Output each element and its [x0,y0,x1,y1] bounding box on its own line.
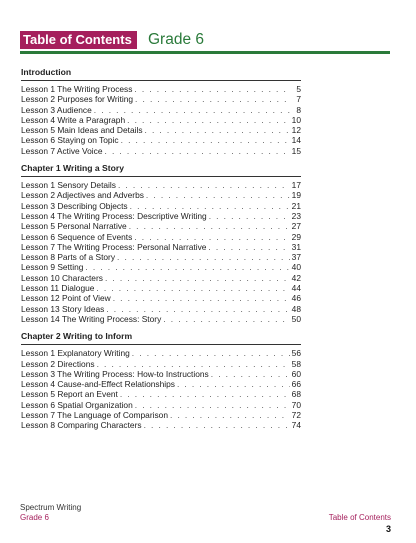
toc-entry [21,211,301,221]
entry-label: Lesson 6 Spatial Organization [21,399,133,410]
entry-page-number: 68 [291,389,301,400]
entry-label: Lesson 1 Sensory Details [21,180,116,191]
toc-entry [21,273,301,283]
dot-leader [146,190,290,200]
grade-label: Grade 6 [148,31,205,48]
entry-page-number: 56 [291,348,301,359]
entry-page-number: 70 [291,399,301,410]
entry-page-number: 44 [291,283,301,294]
entry-page-number: 19 [291,190,301,201]
toc-entry [21,125,301,135]
dot-leader [135,94,290,104]
section-divider [21,176,301,177]
entry-page-number: 46 [291,293,301,304]
toc-entry [21,180,301,190]
section-heading: Chapter 1 Writing a Story [21,163,124,174]
dot-leader [97,359,290,369]
entry-page-number: 27 [291,221,301,232]
dot-leader [96,283,289,293]
toc-entry [21,242,301,252]
dot-leader [208,242,289,252]
toc-title: Table of Contents [20,31,137,49]
toc-entry [21,221,301,231]
header-divider [20,51,390,54]
dot-leader [104,146,289,156]
entry-page-number: 74 [291,420,301,431]
entry-label: Lesson 13 Story Ideas [21,303,105,314]
entry-label: Lesson 3 The Writing Process: How-to Instructions [21,368,209,379]
entry-label: Lesson 2 Adjectives and Adverbs [21,190,144,201]
entry-page-number: 17 [291,180,301,191]
toc-entry [21,400,301,410]
dot-leader [130,201,290,211]
entry-label: Lesson 8 Comparing Characters [21,420,142,431]
footer-left [20,503,81,523]
entry-label: Lesson 4 Write a Paragraph [21,114,126,125]
toc-entry [21,304,301,314]
entry-label: Lesson 2 Directions [21,358,95,369]
toc-entry [21,314,301,324]
entry-label: Lesson 7 The Language of Comparison [21,410,168,421]
section-divider [21,80,301,81]
toc-entry [21,283,301,293]
entry-page-number: 40 [291,262,301,273]
dot-leader [118,180,290,190]
entry-label: Lesson 4 The Writing Process: Descriptive Writing [21,210,207,221]
toc-entry [21,348,301,358]
toc-entry [21,252,301,262]
dot-leader [120,389,290,399]
dot-leader [134,232,289,242]
entry-label: Lesson 3 Describing Objects [21,200,128,211]
entry-label: Lesson 6 Sequence of Events [21,231,133,242]
dot-leader [94,105,290,115]
entry-label: Lesson 1 Explanatory Writing [21,348,130,359]
toc-entry [21,232,301,242]
section-divider [21,344,301,345]
dot-leader [113,293,290,303]
entry-page-number: 7 [296,94,301,105]
toc-entry [21,369,301,379]
entry-label: Lesson 2 Purposes for Writing [21,94,134,105]
entry-label: Lesson 5 Main Ideas and Details [21,125,143,136]
toc-entry [21,135,301,145]
toc-entry [21,146,301,156]
entry-page-number: 58 [291,358,301,369]
entry-page-number: 72 [291,410,301,421]
entry-page-number: 37 [291,252,301,263]
entry-page-number: 60 [291,368,301,379]
dot-leader [209,211,290,221]
dot-leader [145,125,290,135]
toc-entry [21,105,301,115]
dot-leader [105,273,290,283]
dot-leader [132,348,290,358]
toc-entry [21,262,301,272]
toc-entry [21,293,301,303]
toc-entry [21,379,301,389]
entry-label: Lesson 12 Point of View [21,293,111,304]
entry-label: Lesson 7 Active Voice [21,145,103,156]
dot-leader [177,379,290,389]
toc-entry [21,420,301,430]
page-number: 3 [385,524,391,534]
dot-leader [211,369,290,379]
toc-entry [21,389,301,399]
dot-leader [163,314,289,324]
entry-page-number: 14 [291,135,301,146]
toc-entry [21,410,301,420]
entry-page-number: 48 [291,303,301,314]
dot-leader [134,84,290,94]
entry-page-number: 29 [291,231,301,242]
entry-label: Lesson 4 Cause-and-Effect Relationships [21,379,175,390]
entry-label: Lesson 3 Audience [21,104,92,115]
toc-entry [21,84,301,94]
entry-label: Lesson 6 Staying on Topic [21,135,119,146]
entry-page-number: 42 [291,272,301,283]
entry-label: Lesson 8 Parts of a Story [21,252,116,263]
dot-leader [127,115,290,125]
entry-page-number: 8 [296,104,301,115]
entry-page-number: 31 [291,241,301,252]
entry-page-number: 15 [291,145,301,156]
section-spacer [21,156,301,159]
page-header [20,31,390,49]
dot-leader [129,221,290,231]
dot-leader [106,304,289,314]
dot-leader [170,410,290,420]
entry-page-number: 23 [291,210,301,221]
entry-label: Lesson 10 Characters [21,272,103,283]
footer-section-label: Table of Contents [328,513,391,522]
entry-label: Lesson 5 Report an Event [21,389,118,400]
entry-page-number: 10 [291,114,301,125]
entry-label: Lesson 1 The Writing Process [21,84,133,94]
table-of-contents [21,63,301,431]
entry-page-number: 12 [291,125,301,136]
toc-entry [21,94,301,104]
section-heading: Introduction [21,67,72,77]
dot-leader [135,400,290,410]
footer-series: Spectrum Writing [20,503,82,512]
dot-leader [144,420,290,430]
entry-label: Lesson 5 Personal Narrative [21,221,127,232]
toc-entry [21,115,301,125]
entry-label: Lesson 14 The Writing Process: Story [21,313,162,324]
dot-leader [117,252,290,262]
entry-label: Lesson 7 The Writing Process: Personal Narrative [21,241,207,252]
entry-page-number: 66 [291,379,301,390]
entry-label: Lesson 11 Dialogue [21,283,95,294]
entry-page-number: 5 [296,84,301,94]
toc-entry [21,190,301,200]
dot-leader [121,135,290,145]
dot-leader [85,262,289,272]
toc-entry [21,359,301,369]
entry-page-number: 50 [291,313,301,324]
footer-grade: Grade 6 [20,513,49,522]
section-heading: Chapter 2 Writing to Inform [21,331,133,342]
entry-label: Lesson 9 Setting [21,262,84,273]
section-spacer [21,324,301,327]
entry-page-number: 21 [291,200,301,211]
toc-entry [21,201,301,211]
